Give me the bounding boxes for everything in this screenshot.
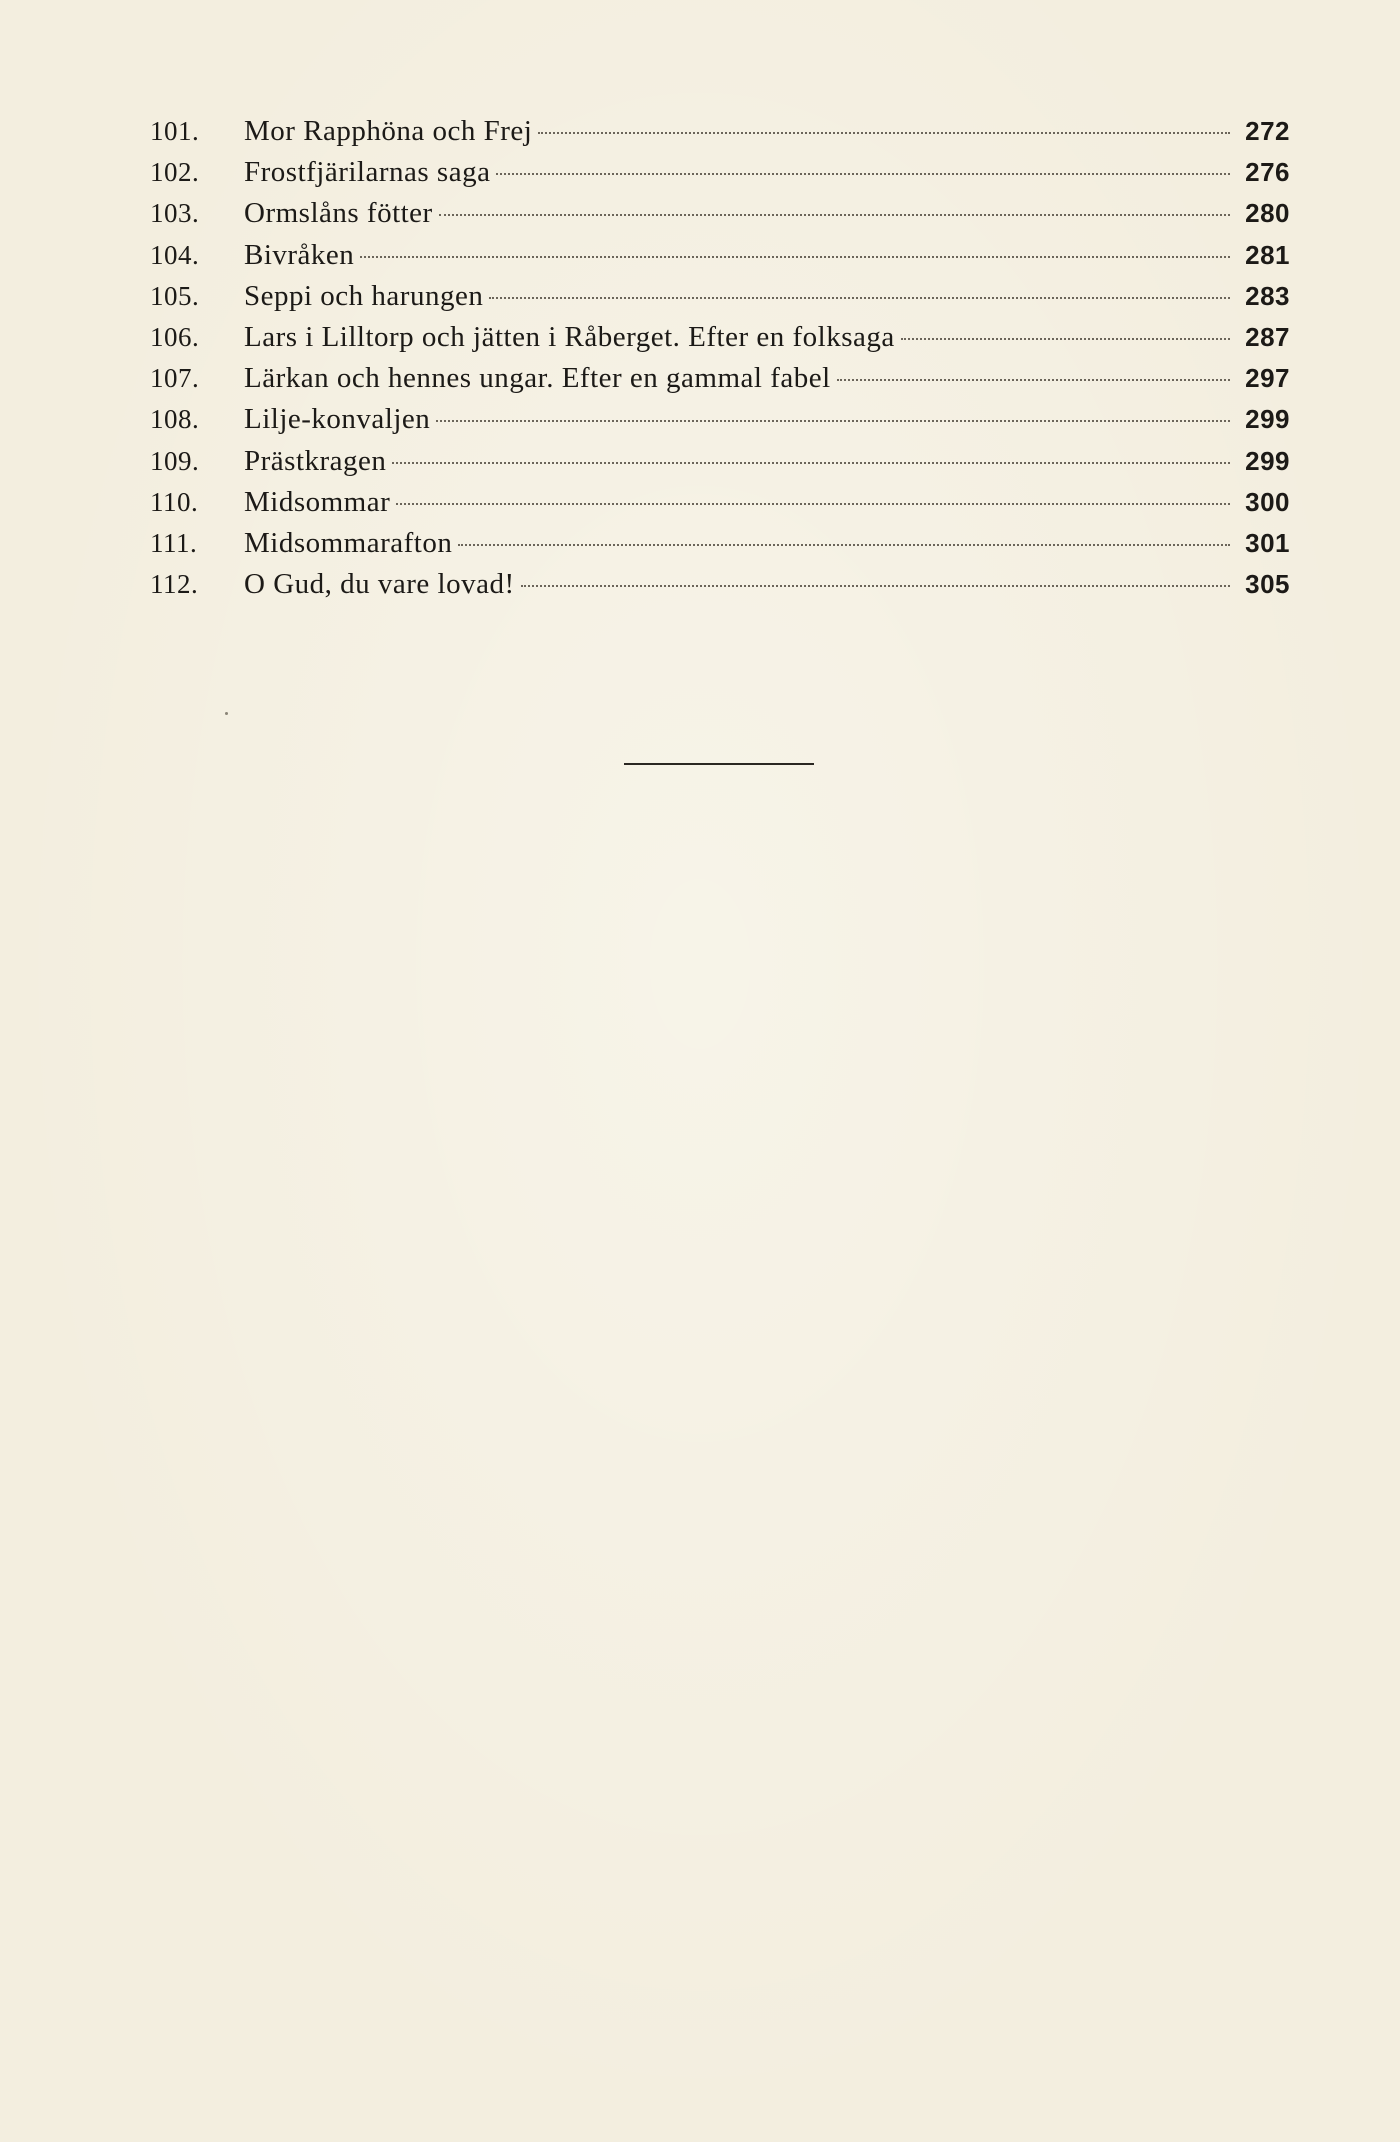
toc-entry-number: 109. xyxy=(150,445,200,476)
toc-entry xyxy=(150,362,1290,403)
dot-leader xyxy=(439,214,1230,216)
toc-entry-number: 107. xyxy=(150,363,200,394)
toc-entry xyxy=(150,115,1290,156)
toc-entry-title: Prästkragen xyxy=(244,444,387,477)
toc-entry-page: 299 xyxy=(1245,404,1290,435)
toc-entry xyxy=(150,239,1290,280)
toc-entry-page: 305 xyxy=(1245,569,1290,600)
dot-leader xyxy=(496,173,1230,175)
toc-entry xyxy=(150,321,1290,362)
toc-entry-page: 272 xyxy=(1245,116,1290,146)
dot-leader xyxy=(458,544,1230,546)
dot-leader xyxy=(392,462,1230,464)
dot-leader xyxy=(837,379,1230,381)
toc-entry-number: 102. xyxy=(150,157,200,188)
toc-entry-title: Midsommar xyxy=(244,485,391,518)
toc-entry xyxy=(150,527,1290,568)
toc-entry-page: 287 xyxy=(1245,321,1290,352)
toc-entry xyxy=(150,486,1290,527)
toc-entry xyxy=(150,156,1290,197)
toc-entry-title: Bivråken xyxy=(244,238,355,271)
toc-entry xyxy=(150,280,1290,321)
toc-entry-title: Midsommarafton xyxy=(244,526,453,559)
dot-leader xyxy=(521,585,1230,587)
toc-entry-title: Frostfjärilarnas saga xyxy=(244,156,491,189)
dot-leader xyxy=(396,503,1230,505)
toc-entry-page: 280 xyxy=(1245,198,1290,229)
toc-entry-page: 299 xyxy=(1245,445,1290,476)
toc-entry-page: 301 xyxy=(1245,527,1290,558)
toc-entry-number: 111. xyxy=(150,527,198,558)
dot-leader xyxy=(489,297,1230,299)
toc-entry-title: Seppi och harungen xyxy=(244,279,484,312)
toc-entry-number: 110. xyxy=(150,486,199,517)
toc-entry-title: Lilje-konvaljen xyxy=(244,403,431,436)
toc-entry-number: 112. xyxy=(150,569,199,600)
dot-leader xyxy=(538,132,1230,134)
toc-entry xyxy=(150,568,1290,609)
dot-leader xyxy=(901,338,1230,340)
toc-entry-number: 104. xyxy=(150,239,200,270)
dot-leader xyxy=(360,256,1230,258)
dot-leader xyxy=(436,420,1230,422)
end-rule-divider xyxy=(624,763,814,765)
toc-entry-title: Lars i Lilltorp och jätten i Råberget. Efter en folksaga xyxy=(244,320,895,353)
toc-entry-page: 297 xyxy=(1245,363,1290,394)
toc-entry-page: 300 xyxy=(1245,486,1290,517)
toc-entry-page: 283 xyxy=(1245,280,1290,311)
paper-speck xyxy=(225,712,228,715)
toc-entry-number: 103. xyxy=(150,198,200,229)
toc-entry-title: Lärkan och hennes ungar. Efter en gammal fabel xyxy=(244,362,831,395)
toc-entry-page: 276 xyxy=(1245,157,1290,188)
toc-entry-title: O Gud, du vare lovad! xyxy=(244,568,515,601)
toc-entry-number: 108. xyxy=(150,404,200,435)
toc-entry-number: 105. xyxy=(150,280,200,311)
table-of-contents xyxy=(150,115,1290,609)
toc-entry xyxy=(150,445,1290,486)
toc-entry-number: 106. xyxy=(150,321,200,352)
toc-entry xyxy=(150,403,1290,444)
toc-entry-number: 101. xyxy=(150,116,200,146)
toc-entry-title: Mor Rapphöna och Frej xyxy=(244,115,533,147)
toc-entry-page: 281 xyxy=(1245,239,1290,270)
toc-entry-title: Ormslåns fötter xyxy=(244,197,433,230)
toc-entry xyxy=(150,197,1290,238)
